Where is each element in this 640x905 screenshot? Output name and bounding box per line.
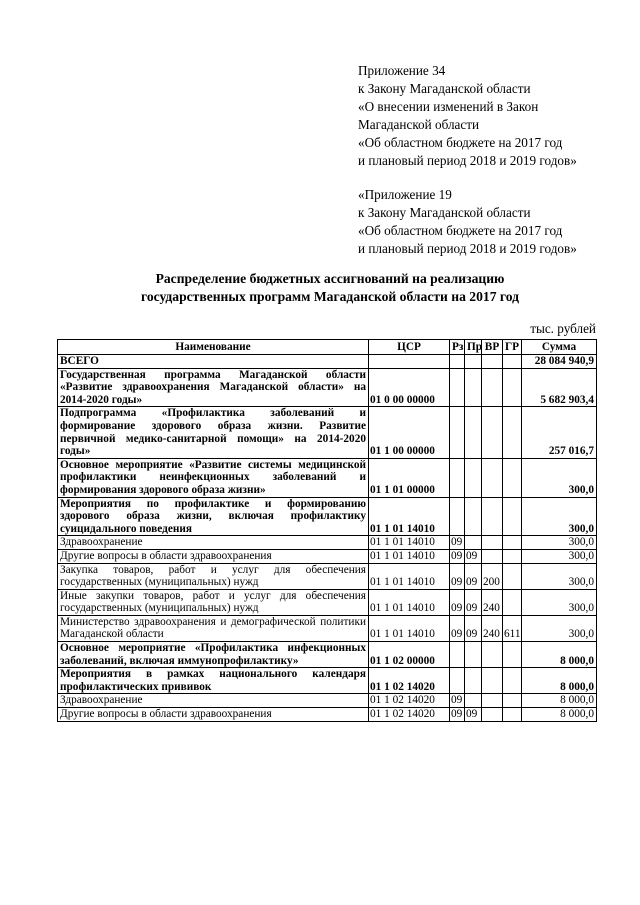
table-cell-gr [503,694,522,708]
table-cell-name: Другие вопросы в области здравоохранения [58,708,369,722]
table-cell-rz: 09 [450,694,465,708]
table-row [58,589,597,615]
table-cell-sum: 8 000,0 [522,668,597,694]
table-cell-csr: 01 1 01 14010 [369,589,450,615]
table-row [58,458,597,497]
table-cell-pr: 09 [465,549,482,563]
table-cell-name: Подпрограмма «Профилактика заболеваний и формирование здорового образа жизни. Развитие первичной медико-санитарной помощи» на 2014-2020 годы» [58,407,369,458]
table-cell-csr: 01 1 02 14020 [369,668,450,694]
header-line: к Закону Магаданской области [358,81,531,96]
table-cell-csr: 01 1 01 14010 [369,536,450,550]
table-cell-name: Здравоохранение [58,536,369,550]
table-cell-gr [503,355,522,369]
table-cell-pr: 09 [465,708,482,722]
column-header-rz: Рз [450,340,465,355]
table-row [58,549,597,563]
header-line: к Закону Магаданской области [358,205,531,220]
table-cell-gr [503,668,522,694]
table-cell-vr [482,694,503,708]
table-cell-gr [503,642,522,668]
table-cell-sum: 300,0 [522,549,597,563]
table-cell-gr [503,549,522,563]
table-cell-pr [465,536,482,550]
table-cell-vr: 200 [482,563,503,589]
table-cell-sum: 300,0 [522,497,597,536]
table-cell-name: Мероприятия в рамках национального календаря профилактических прививок [58,668,369,694]
table-cell-sum: 300,0 [522,458,597,497]
table-cell-sum: 300,0 [522,589,597,615]
column-header-sum: Сумма [522,340,597,355]
table-cell-name: Основное мероприятие «Профилактика инфекционных заболеваний, включая иммунопрофилактику» [58,642,369,668]
table-cell-vr [482,407,503,458]
budget-table [57,339,597,722]
table-cell-name: Государственная программа Магаданской области «Развитие здравоохранения Магаданской области» на 2014-2020 годы» [58,368,369,407]
table-cell-name: Здравоохранение [58,694,369,708]
table-cell-sum: 300,0 [522,615,597,641]
table-row [58,497,597,536]
table-cell-rz [450,458,465,497]
table-row [58,355,597,369]
table-row [58,642,597,668]
table-cell-gr [503,708,522,722]
header-line: Приложение 34 [358,63,446,78]
table-cell-pr [465,407,482,458]
table-row [58,407,597,458]
table-cell-rz: 09 [450,615,465,641]
table-cell-rz [450,668,465,694]
appendix-header [358,62,577,258]
column-header-vr: ВР [482,340,503,355]
table-cell-vr [482,458,503,497]
table-cell-vr [482,642,503,668]
table-row [58,694,597,708]
table-cell-vr [482,708,503,722]
table-cell-pr: 09 [465,563,482,589]
table-cell-csr: 01 1 00 00000 [369,407,450,458]
header-line: и плановый период 2018 и 2019 годов» [358,153,577,168]
table-cell-gr [503,407,522,458]
table-row [58,615,597,641]
table-cell-name: Министерство здравоохранения и демографической политики Магаданской области [58,615,369,641]
table-cell-rz: 09 [450,536,465,550]
table-cell-vr [482,668,503,694]
table-cell-vr: 240 [482,615,503,641]
table-cell-csr: 01 1 01 14010 [369,497,450,536]
header-spacer [358,170,577,186]
table-cell-rz: 09 [450,708,465,722]
table-row [58,708,597,722]
table-cell-vr [482,536,503,550]
table-cell-name: ВСЕГО [58,355,369,369]
table-cell-name: Другие вопросы в области здравоохранения [58,549,369,563]
table-header [58,340,597,355]
table-cell-csr: 01 1 01 00000 [369,458,450,497]
document-title-line: Распределение бюджетных ассигнований на реализацию [155,271,505,286]
table-cell-gr [503,368,522,407]
table-cell-pr [465,355,482,369]
header-line: «О внесении изменений в Закон [358,99,539,114]
units-label: тыс. рублей [530,321,596,336]
table-cell-rz [450,368,465,407]
table-cell-rz [450,355,465,369]
header-line: «Об областном бюджете на 2017 год [358,135,563,150]
table-cell-csr: 01 1 01 14010 [369,563,450,589]
table-row [58,563,597,589]
table-cell-rz: 09 [450,563,465,589]
table-cell-gr [503,589,522,615]
table-header-row [58,340,597,355]
table-cell-csr: 01 1 01 14010 [369,549,450,563]
table-cell-vr: 240 [482,589,503,615]
table-cell-pr [465,642,482,668]
table-cell-gr [503,497,522,536]
table-cell-vr [482,368,503,407]
table-cell-rz: 09 [450,589,465,615]
table-cell-pr [465,694,482,708]
table-cell-gr: 611 [503,615,522,641]
table-cell-name: Основное мероприятие «Развитие системы медицинской профилактики неинфекционных заболеваний и формирования здорового образа жизни» [58,458,369,497]
table-cell-gr [503,536,522,550]
table-cell-sum: 300,0 [522,563,597,589]
table-cell-vr [482,549,503,563]
table-cell-csr: 01 1 02 14020 [369,708,450,722]
table-cell-name: Иные закупки товаров, работ и услуг для обеспечения государственных (муниципальных) нужд [58,589,369,615]
column-header-gr: ГР [503,340,522,355]
header-line: «Об областном бюджете на 2017 год [358,223,563,238]
table-row [58,668,597,694]
table-cell-pr: 09 [465,615,482,641]
table-cell-rz: 09 [450,549,465,563]
table-cell-vr [482,355,503,369]
table-cell-csr: 01 1 02 14020 [369,694,450,708]
table-row [58,368,597,407]
table-cell-sum: 8 000,0 [522,708,597,722]
table-row [58,536,597,550]
table-cell-vr [482,497,503,536]
header-line: и плановый период 2018 и 2019 годов» [358,241,577,256]
column-header-pr: Пр [465,340,482,355]
table-body [58,355,597,722]
column-header-name: Наименование [58,340,369,355]
table-cell-sum: 8 000,0 [522,642,597,668]
table-cell-pr: 09 [465,589,482,615]
header-line: Магаданской области [358,117,480,132]
table-cell-pr [465,458,482,497]
table-cell-name: Закупка товаров, работ и услуг для обеспечения государственных (муниципальных) нужд [58,563,369,589]
table-cell-sum: 257 016,7 [522,407,597,458]
table-cell-gr [503,563,522,589]
table-cell-pr [465,497,482,536]
table-cell-csr: 01 1 01 14010 [369,615,450,641]
table-cell-csr: 01 1 02 00000 [369,642,450,668]
header-line: «Приложение 19 [358,187,452,202]
table-cell-sum: 8 000,0 [522,694,597,708]
table-cell-name: Мероприятия по профилактике и формированию здорового образа жизни, включая профилактику суицидального поведения [58,497,369,536]
document-title [60,270,600,306]
table-cell-csr [369,355,450,369]
table-cell-rz [450,642,465,668]
table-cell-csr: 01 0 00 00000 [369,368,450,407]
table-cell-gr [503,458,522,497]
table-cell-pr [465,668,482,694]
table-cell-pr [465,368,482,407]
table-cell-rz [450,407,465,458]
table-cell-sum: 5 682 903,4 [522,368,597,407]
table-cell-sum: 28 084 940,9 [522,355,597,369]
table-cell-sum: 300,0 [522,536,597,550]
table-cell-rz [450,497,465,536]
document-title-line: государственных программ Магаданской области на 2017 год [140,289,520,304]
column-header-csr: ЦСР [369,340,450,355]
